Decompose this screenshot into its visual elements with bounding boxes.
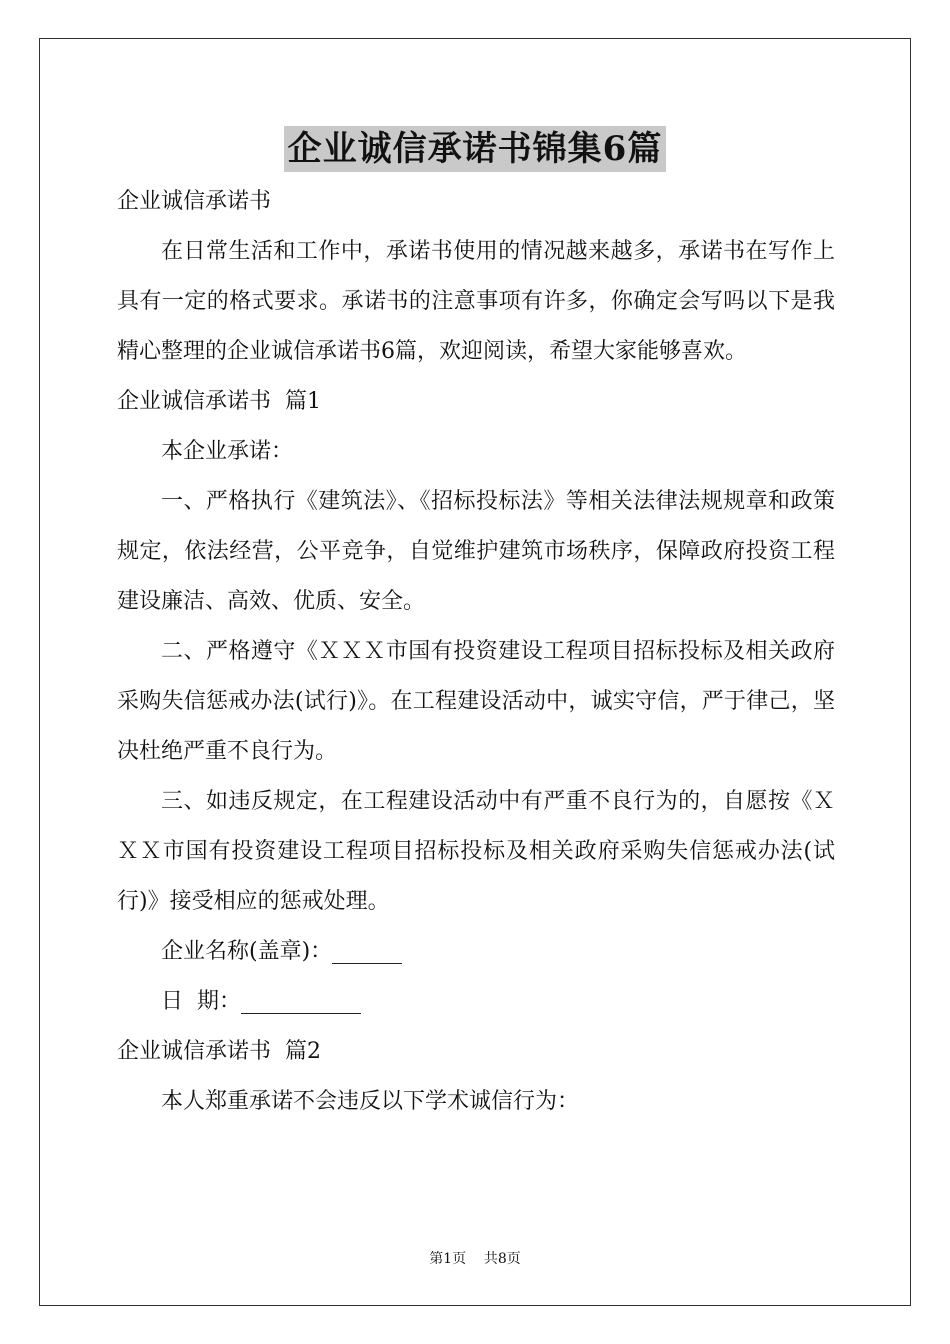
section-2-heading: 企业诚信承诺书 篇2 — [117, 1039, 321, 1064]
date-label: 日 期： — [161, 989, 241, 1014]
page-footer: 第1页 共8页 — [429, 1251, 521, 1267]
company-name-label: 企业名称(盖章)： — [161, 939, 333, 964]
section-1-paragraph-0: 本企业承诺： — [161, 439, 294, 464]
main-heading: 企业诚信承诺书 — [117, 189, 272, 214]
section-1-paragraph-2: 二、严格遵守《ＸＸＸ市国有投资建设工程项目招标投标及相关政府采购失信惩戒办法(试行)》。在工程建设活动中，诚实守信，严于律己，坚决杜绝严重不良行为。 — [117, 639, 835, 764]
section-2-paragraph-0: 本人郑重承诺不会违反以下学术诚信行为： — [161, 1089, 580, 1114]
company-name-line — [117, 927, 835, 977]
section-1-paragraph-3: 三、如违反规定，在工程建设活动中有严重不良行为的，自愿按《ＸＸＸ市国有投资建设工程项目招标投标及相关政府采购失信惩戒办法(试行)》接受相应的惩戒处理。 — [117, 789, 835, 914]
date-blank — [241, 991, 361, 1014]
document-title: 企业诚信承诺书锦集6篇 — [284, 126, 667, 172]
title-container — [0, 126, 950, 172]
document-body — [117, 177, 835, 1127]
intro-paragraph: 在日常生活和工作中，承诺书使用的情况越来越多，承诺书在写作上具有一定的格式要求。承诺书的注意事项有许多，你确定会写吗以下是我精心整理的企业诚信承诺书6篇，欢迎阅读，希望大家能够喜欢。 — [117, 239, 835, 364]
section-1-paragraph-1: 一、严格执行《建筑法》、《招标投标法》等相关法律法规规章和政策规定，依法经营，公平竞争，自觉维护建筑市场秩序，保障政府投资工程建设廉洁、高效、优质、安全。 — [117, 489, 835, 614]
section-1-heading: 企业诚信承诺书 篇1 — [117, 389, 321, 414]
company-name-blank — [332, 941, 402, 964]
date-line — [117, 977, 835, 1027]
